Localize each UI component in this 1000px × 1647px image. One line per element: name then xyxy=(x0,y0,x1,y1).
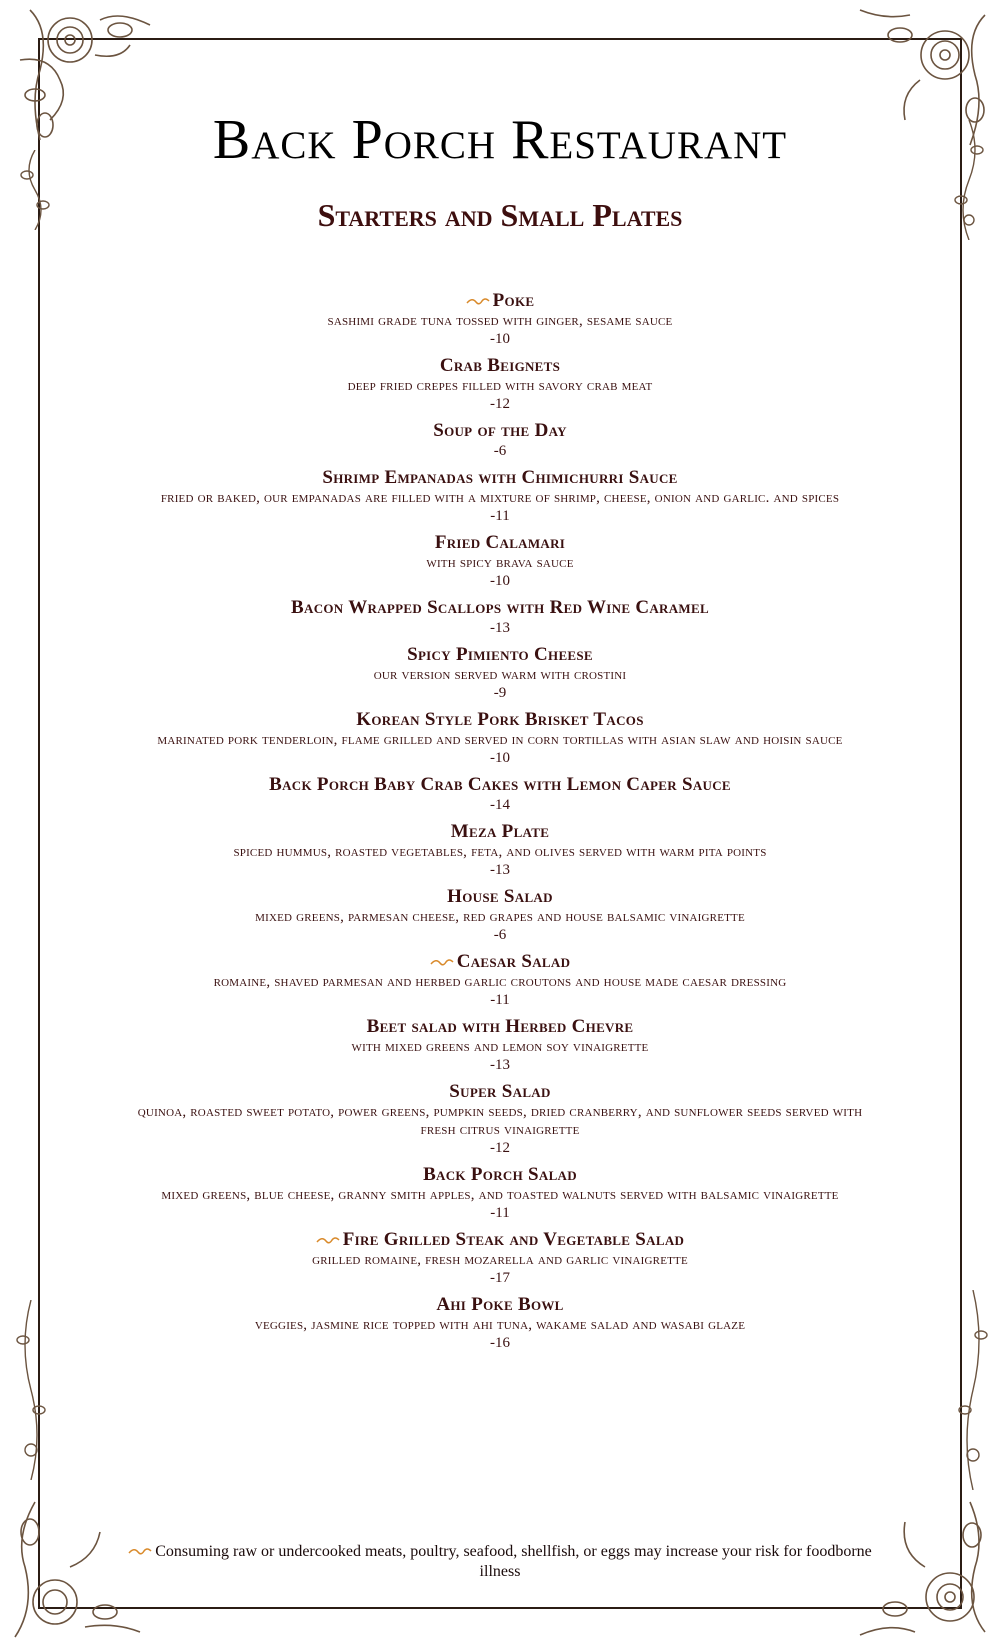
menu-item-description: veggies, jasmine rice topped with ahi tuna, wakame salad and wasabi glaze xyxy=(254,1317,746,1333)
flourish-icon xyxy=(316,1236,340,1246)
menu-item xyxy=(120,951,880,1010)
menu-item-price: -13 xyxy=(490,620,510,636)
menu-item-price: -6 xyxy=(493,443,507,459)
flourish-icon xyxy=(128,1547,152,1557)
menu-item-name xyxy=(120,709,880,731)
menu-item-description: quinoa, roasted sweet potato, power greens, pumpkin seeds, dried cranberry, and sunflower seeds served with fresh citrus vinaigrette xyxy=(137,1104,863,1138)
menu-item xyxy=(120,774,880,815)
menu-item-name-text: Spicy Pimiento Cheese xyxy=(407,644,593,665)
menu-item xyxy=(120,420,880,461)
menu-item-price: -11 xyxy=(490,992,510,1008)
menu-item xyxy=(120,1229,880,1288)
menu-item-name-text: Shrimp Empanadas with Chimichurri Sauce xyxy=(322,467,678,488)
menu-item xyxy=(120,886,880,945)
menu-item xyxy=(120,467,880,526)
menu-item-name xyxy=(120,467,880,489)
menu-item xyxy=(120,1081,880,1158)
menu-item-name-text: Back Porch Salad xyxy=(423,1164,577,1185)
menu-item-name-text: Caesar Salad xyxy=(456,951,571,972)
menu-item-name xyxy=(120,644,880,666)
menu-item-price: -16 xyxy=(490,1335,510,1351)
menu-item-price: -14 xyxy=(490,797,510,813)
menu-item xyxy=(120,355,880,414)
menu-item-name-text: Poke xyxy=(492,290,535,311)
menu-item-name-text: Super Salad xyxy=(449,1081,551,1102)
menu-item xyxy=(120,644,880,703)
menu-item-name-text: Fire Grilled Steak and Vegetable Salad xyxy=(342,1229,685,1250)
menu-item xyxy=(120,1164,880,1223)
menu-item xyxy=(120,597,880,638)
section-heading: Starters and Small Plates xyxy=(317,197,683,233)
menu-item-description: mixed greens, parmesan cheese, red grapes and house balsamic vinaigrette xyxy=(255,909,745,925)
flourish-icon xyxy=(466,297,490,307)
menu-item-name xyxy=(120,886,880,908)
menu-item-price: -11 xyxy=(490,508,510,524)
menu-item-description: fried or baked, our empanadas are filled with a mixture of shrimp, cheese, onion and garlic. and spices xyxy=(160,490,840,506)
menu-item-name xyxy=(120,951,880,973)
food-safety-notice xyxy=(120,1542,880,1582)
menu-item xyxy=(120,709,880,768)
menu-item-description: marinated pork tenderloin, flame grilled and served in corn tortillas with asian slaw and hoisin sauce xyxy=(157,732,843,748)
vine-ornament xyxy=(14,1300,48,1480)
food-safety-text: Consuming raw or undercooked meats, poultry, seafood, shellfish, or eggs may increase your risk for foodborne illness xyxy=(155,1543,872,1580)
menu-item-list xyxy=(120,290,880,1359)
menu-item-price: -17 xyxy=(490,1270,510,1286)
menu-item-name-text: Korean Style Pork Brisket Tacos xyxy=(356,709,644,730)
menu-item-name-text: Meza Plate xyxy=(450,821,550,842)
menu-item-price: -12 xyxy=(490,1140,510,1156)
menu-item-name xyxy=(120,597,880,619)
menu-item-name-text: Bacon Wrapped Scallops with Red Wine Caramel xyxy=(291,597,709,618)
restaurant-title: Back Porch Restaurant xyxy=(212,109,788,171)
vine-ornament xyxy=(956,1290,990,1490)
menu-item xyxy=(120,1294,880,1353)
menu-item-name xyxy=(120,1081,880,1103)
menu-item-name xyxy=(120,1229,880,1251)
menu-item-name-text: Ahi Poke Bowl xyxy=(436,1294,564,1315)
menu-item xyxy=(120,1016,880,1075)
menu-item-description: sashimi grade tuna tossed with ginger, sesame sauce xyxy=(327,313,673,329)
menu-item-description: with spicy brava sauce xyxy=(426,555,574,571)
menu-item-price: -6 xyxy=(493,927,507,943)
menu-item-description: mixed greens, blue cheese, granny smith apples, and toasted walnuts served with balsamic vinaigrette xyxy=(161,1187,839,1203)
menu-item-price: -12 xyxy=(490,396,510,412)
menu-item-name xyxy=(120,1016,880,1038)
menu-item-name xyxy=(120,532,880,554)
menu-item-price: -13 xyxy=(490,862,510,878)
menu-item-name xyxy=(120,1294,880,1316)
menu-item-description: our version served warm with crostini xyxy=(373,667,627,683)
menu-item-name-text: Crab Beignets xyxy=(439,355,561,376)
menu-item-name xyxy=(120,774,880,796)
menu-item-description: deep fried crepes filled with savory crab meat xyxy=(347,378,653,394)
menu-item-name xyxy=(120,420,880,442)
menu-item-name xyxy=(120,355,880,377)
menu-item-price: -10 xyxy=(490,750,510,766)
menu-item-name xyxy=(120,290,880,312)
menu-item-name-text: Beet salad with Herbed Chevre xyxy=(366,1016,634,1037)
menu-item-price: -11 xyxy=(490,1205,510,1221)
menu-item xyxy=(120,821,880,880)
menu-item-price: -10 xyxy=(490,331,510,347)
menu-item-name xyxy=(120,1164,880,1186)
menu-item-price: -9 xyxy=(493,685,507,701)
menu-item-name-text: Back Porch Baby Crab Cakes with Lemon Caper Sauce xyxy=(269,774,731,795)
menu-item-price: -13 xyxy=(490,1057,510,1073)
menu-item-name-text: House Salad xyxy=(447,886,553,907)
menu-item-description: grilled romaine, fresh mozarella and garlic vinaigrette xyxy=(312,1252,688,1268)
menu-item-description: romaine, shaved parmesan and herbed garlic croutons and house made caesar dressing xyxy=(213,974,787,990)
flourish-icon xyxy=(430,958,454,968)
menu-item-name xyxy=(120,821,880,843)
menu-item-name-text: Fried Calamari xyxy=(434,532,566,553)
menu-item-description: with mixed greens and lemon soy vinaigrette xyxy=(351,1039,649,1055)
menu-item-description: spiced hummus, roasted vegetables, feta, and olives served with warm pita points xyxy=(233,844,767,860)
menu-item xyxy=(120,290,880,349)
menu-item xyxy=(120,532,880,591)
menu-item-name-text: Soup of the Day xyxy=(433,420,567,441)
menu-item-price: -10 xyxy=(490,573,510,589)
